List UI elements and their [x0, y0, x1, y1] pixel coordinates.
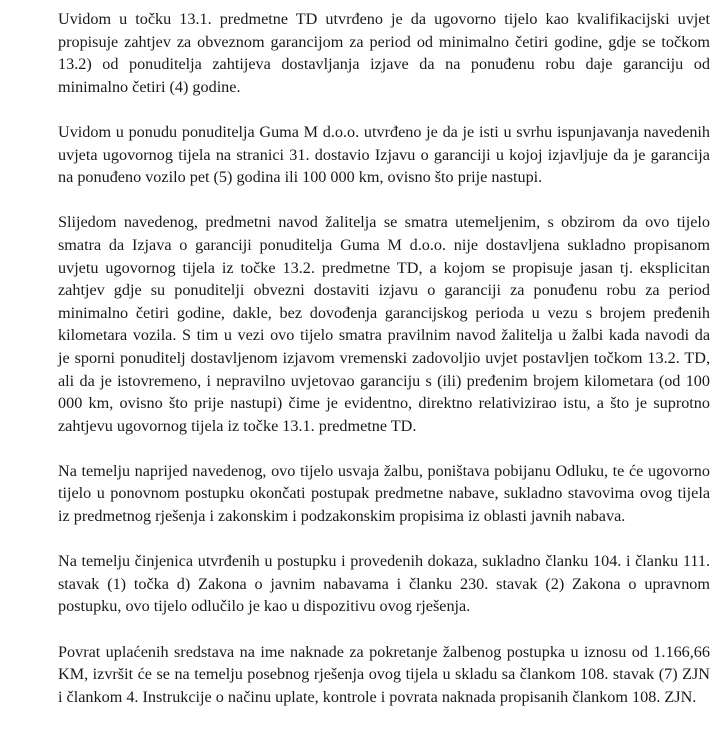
- text-line: smatra da Izjava o garanciji ponuditelja Guma M d.o.o. nije dostavljena sukladno propisanom: [58, 235, 710, 254]
- text-line: Na temelju naprijed navedenog, ovo tijelo usvaja žalbu, poništava pobijanu Odluku, te će ugovorno: [58, 461, 710, 480]
- text-line: uvjetu ugovornog tijela iz točke 13.2. predmetne TD, a kojom se propisuje jasan tj. eksplicitan: [58, 258, 710, 277]
- text-line: propisuje zahtjev za obveznom garancijom za period od minimalno četiri godine, gdje se točkom: [58, 32, 710, 51]
- paragraph-2: [58, 121, 710, 189]
- text-line: iz predmetnog rješenja i zakonskim i podzakonskim propisima iz oblasti javnih nabava.: [58, 507, 626, 526]
- text-line: na ponuđeno vozilo pet (5) godina ili 100 000 km, ovisno što prije nastupi.: [58, 168, 543, 187]
- text-line: Slijedom navedenog, predmetni navod žalitelja se smatra utemeljenim, s obzirom da ovo tijelo: [58, 213, 710, 232]
- text-line: Na temelju činjenica utvrđenih u postupku i provedenih dokaza, sukladno članku 104. i članku 111.: [58, 552, 710, 571]
- text-line: minimalno četiri godine, dakle, bez dovođenja garancijskog perioda u vezu s brojem pređenih: [58, 303, 710, 322]
- paragraph-1: [58, 8, 710, 98]
- text-line: zahtjevu ugovornog tijela iz točke 13.1. predmetne TD.: [58, 416, 417, 435]
- text-line: kilometara vozila. S tim u vezi ovo tijelo smatra pravilnim navod žalitelja u žalbi kada navodi da: [58, 326, 710, 345]
- paragraph-4: [58, 460, 710, 528]
- text-line: Povrat uplaćenih sredstava na ime naknade za pokretanje žalbenog postupka u iznosu od 1.166,66: [58, 642, 710, 661]
- text-line: 000 km, ovisno što prije nastupi) čime je evidentno, direktno relativizirao istu, a što je suprotno: [58, 394, 710, 413]
- text-line: uvjeta ugovornog tijela na stranici 31. dostavio Izjavu o garanciji u kojoj izjavljuje da je garancija: [58, 145, 710, 164]
- text-line: tijelo u ponovnom postupku okončati postupak predmetne nabave, sukladno stavovima ovog tijela: [58, 484, 710, 503]
- text-line: i člankom 4. Instrukcije o načinu uplate, kontrole i povrata naknada propisanih člankom 108. ZJN.: [58, 687, 697, 706]
- text-line: stavak (1) točka d) Zakona o javnim nabavama i članku 230. stavak (2) Zakona o upravnom: [58, 574, 710, 593]
- text-line: KM, izvršit će se na temelju posebnog rješenja ovog tijela u skladu sa člankom 108. stavak (7) ZJN: [58, 665, 710, 684]
- text-line: postupku, ovo tijelo odlučilo je kao u dispozitivu ovog rješenja.: [58, 597, 471, 616]
- paragraph-5: [58, 550, 710, 618]
- document-page: [58, 8, 710, 731]
- text-line: zahtjev gdje su ponuditelji obvezni dostaviti izjavu o garanciji za ponuđenu robu za period: [58, 281, 710, 300]
- text-line: ali da je istovremeno, i nepravilno uvjetovao garanciju s (ili) pređenim brojem kilometara (od 100: [58, 371, 710, 390]
- paragraph-3: [58, 211, 710, 437]
- text-line: 13.2) od ponuditelja zahtijeva dostavljanja izjave da na ponuđenu robu daje garanciju od: [58, 55, 710, 74]
- text-line: Uvidom u točku 13.1. predmetne TD utvrđeno je da ugovorno tijelo kao kvalifikacijski uvjet: [58, 10, 710, 28]
- paragraph-6: [58, 641, 710, 709]
- text-line: minimalno četiri (4) godine.: [58, 77, 241, 96]
- text-line: Uvidom u ponudu ponuditelja Guma M d.o.o. utvrđeno je da je isti u svrhu ispunjavanja navedenih: [58, 122, 710, 141]
- text-line: je sporni ponuditelj dostavljenom izjavom vremenski zadovoljio uvjet postavljen točkom 13.2. TD,: [58, 348, 710, 367]
